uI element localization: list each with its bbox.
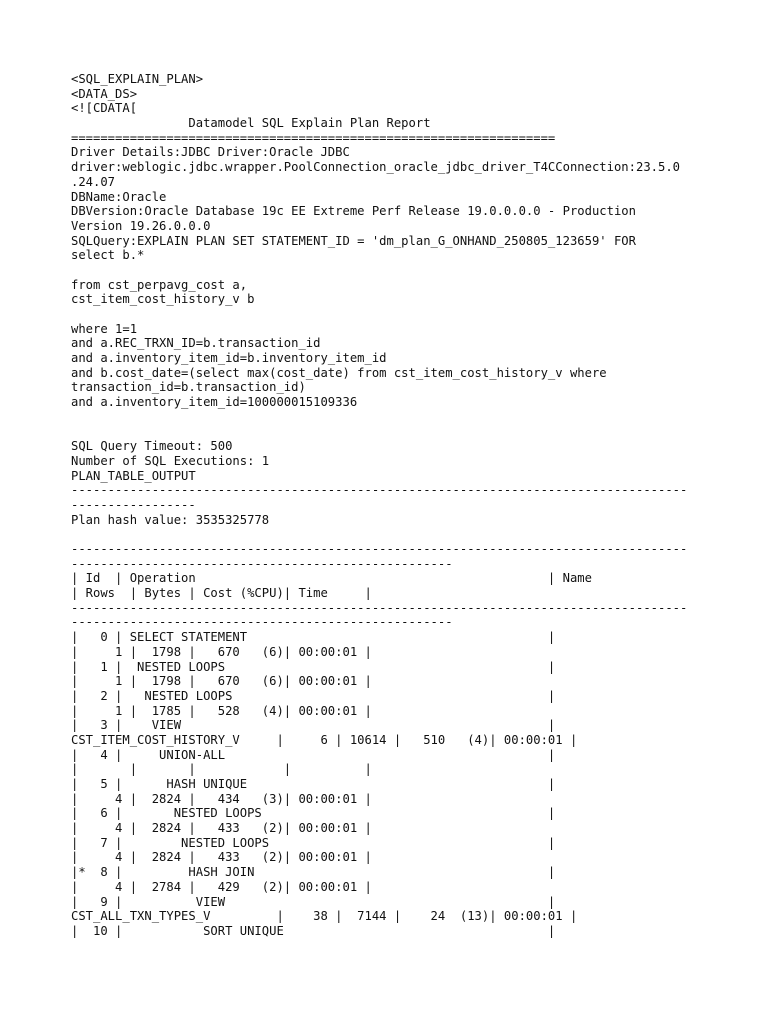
plan-table-row: | 4 | 2824 | 433 (2)| 00:00:01 | (71, 821, 372, 836)
plan-table-row: | 4 | 2824 | 433 (2)| 00:00:01 | (71, 850, 372, 865)
plan-table-row: | | | | | (71, 762, 372, 777)
doc-line: driver:weblogic.jdbc.wrapper.PoolConnection_oracle_jdbc_driver_T4CConnection:23.5.0 (71, 160, 681, 175)
plan-table-row: | 3 | VIEW | (71, 718, 556, 733)
doc-line (71, 527, 731, 542)
plan-table-row: | 10 | SORT UNIQUE | (71, 923, 556, 938)
doc-line: Plan hash value: 3535325778 (71, 512, 270, 527)
doc-line: DBVersion:Oracle Database 19c EE Extreme Perf Release 19.0.0.0.0 - Production (71, 204, 636, 219)
doc-line: Driver Details:JDBC Driver:Oracle JDBC (71, 145, 350, 160)
doc-line (71, 263, 731, 278)
plan-table-row: | 2 | NESTED LOOPS | (71, 688, 556, 703)
plan-table-row: | 1 | 1785 | 528 (4)| 00:00:01 | (71, 703, 372, 718)
doc-line: PLAN_TABLE_OUTPUT (71, 468, 196, 483)
doc-line: cst_item_cost_history_v b (71, 292, 255, 307)
doc-line: and a.inventory_item_id=b.inventory_item_id (71, 351, 387, 366)
doc-line: Version 19.26.0.0.0 (71, 218, 211, 233)
doc-line: SQL Query Timeout: 500 (71, 439, 233, 454)
separator-line: ------------------------------------------------------------------------------------ (71, 483, 688, 498)
doc-line (71, 425, 731, 440)
doc-line: <![CDATA[ (71, 101, 138, 116)
plan-table-header: | Id | Operation | Name (71, 571, 592, 586)
doc-line: transaction_id=b.transaction_id) (71, 380, 306, 395)
plan-table-row: CST_ITEM_COST_HISTORY_V | 6 | 10614 | 510 (4)| 00:00:01 | (71, 732, 578, 747)
plan-table-row: | 4 | UNION-ALL | (71, 747, 556, 762)
separator-line: ================================================================== (71, 130, 556, 145)
doc-line (71, 307, 731, 322)
plan-table-row: | 0 | SELECT STATEMENT | (71, 630, 556, 645)
doc-line: and a.inventory_item_id=100000015109336 (71, 395, 358, 410)
separator-line: ----------------- (71, 497, 196, 512)
doc-line (71, 410, 731, 425)
plan-table-row: | 7 | NESTED LOOPS | (71, 835, 556, 850)
separator-line: ---------------------------------------------------- (71, 556, 453, 571)
doc-line: select b.* (71, 248, 145, 263)
doc-line: and a.REC_TRXN_ID=b.transaction_id (71, 336, 321, 351)
plan-table-row: | 6 | NESTED LOOPS | (71, 806, 556, 821)
plan-table-row: | 1 | NESTED LOOPS | (71, 659, 556, 674)
doc-line: .24.07 (71, 174, 116, 189)
plan-table-row: |* 8 | HASH JOIN | (71, 865, 556, 880)
plan-table-row: | 4 | 2784 | 429 (2)| 00:00:01 | (71, 879, 372, 894)
doc-line: SQLQuery:EXPLAIN PLAN SET STATEMENT_ID = 'dm_plan_G_ONHAND_250805_123659' FOR (71, 233, 636, 248)
plan-table-row: | 5 | HASH UNIQUE | (71, 777, 556, 791)
doc-line: Number of SQL Executions: 1 (71, 453, 270, 468)
report-title: Datamodel SQL Explain Plan Report (71, 116, 431, 131)
plan-table-row: | 9 | VIEW | (71, 894, 556, 909)
separator-line: ---------------------------------------------------- (71, 615, 453, 630)
doc-line: where 1=1 (71, 321, 138, 336)
plan-table-header: | Rows | Bytes | Cost (%CPU)| Time | (71, 586, 372, 601)
plan-table-row: | 4 | 2824 | 434 (3)| 00:00:01 | (71, 791, 372, 806)
doc-line: from cst_perpavg_cost a, (71, 277, 248, 292)
separator-line: ------------------------------------------------------------------------------------ (71, 542, 688, 556)
explain-plan-document (71, 72, 731, 939)
plan-table-row: | 1 | 1798 | 670 (6)| 00:00:01 | (71, 644, 372, 659)
doc-line: DBName:Oracle (71, 189, 167, 204)
separator-line: ------------------------------------------------------------------------------------ (71, 600, 688, 615)
doc-line: <DATA_DS> (71, 86, 138, 101)
doc-line: <SQL_EXPLAIN_PLAN> (71, 72, 204, 86)
plan-table-row: CST_ALL_TXN_TYPES_V | 38 | 7144 | 24 (13)| 00:00:01 | (71, 909, 578, 924)
doc-line: and b.cost_date=(select max(cost_date) from cst_item_cost_history_v where (71, 365, 607, 380)
plan-table-row: | 1 | 1798 | 670 (6)| 00:00:01 | (71, 674, 372, 689)
